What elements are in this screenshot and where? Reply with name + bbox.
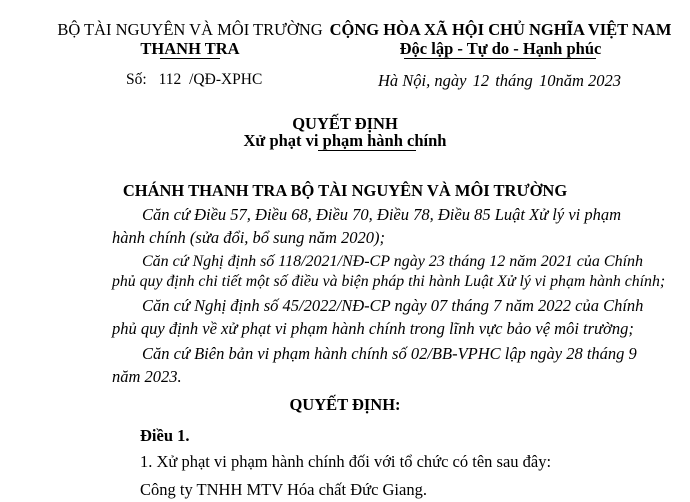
- issuing-authority: CHÁNH THANH TRA BỘ TÀI NGUYÊN VÀ MÔI TRƯỜNG: [122, 181, 568, 200]
- place-date-day: 12: [472, 71, 490, 90]
- basis-4-line-2: năm 2023.: [112, 367, 182, 386]
- ministry-name: BỘ TÀI NGUYÊN VÀ MÔI TRƯỜNG: [57, 20, 323, 39]
- place-date: [378, 71, 621, 91]
- basis-1-line-2: hành chính (sửa đổi, bổ sung năm 2020);: [112, 228, 385, 247]
- place-date-month-label: tháng: [495, 71, 533, 90]
- republic-name: CỘNG HÒA XÃ HỘI CHỦ NGHĨA VIỆT NAM: [329, 20, 672, 39]
- basis-3-line-1: Căn cứ Nghị định số 45/2022/NĐ-CP ngày 07 tháng 7 năm 2022 của Chính: [142, 296, 644, 315]
- basis-3-line-2: phủ quy định về xử phạt vi phạm hành chính trong lĩnh vực bảo vệ môi trường;: [112, 319, 634, 338]
- basis-2-line-2: phủ quy định chi tiết một số điều và biện pháp thi hành Luật Xử lý vi phạm hành chính;: [112, 273, 666, 290]
- company-name: Công ty TNHH MTV Hóa chất Đức Giang.: [140, 480, 427, 499]
- document-number: [126, 71, 262, 89]
- national-motto: Độc lập - Tự do - Hạnh phúc: [399, 39, 602, 58]
- place-date-prefix: Hà Nội, ngày: [378, 71, 467, 90]
- basis-1-line-1: Căn cứ Điều 57, Điều 68, Điều 70, Điều 78, Điều 85 Luật Xử lý vi phạm: [142, 205, 622, 224]
- place-date-month: 10: [538, 71, 556, 90]
- document-title: QUYẾT ĐỊNH: [292, 114, 398, 133]
- department-underline: [160, 58, 220, 59]
- basis-4-line-1: Căn cứ Biên bản vi phạm hành chính số 02/BB-VPHC lập ngày 28 tháng 9: [142, 344, 637, 363]
- article-1-clause-1: 1. Xử phạt vi phạm hành chính đối với tổ chức có tên sau đây:: [140, 452, 552, 471]
- decision-heading: QUYẾT ĐỊNH:: [289, 395, 401, 414]
- doc-number-code: /QĐ-XPHC: [189, 71, 263, 88]
- place-date-year-label: năm: [555, 71, 584, 90]
- place-date-year: 2023: [587, 71, 621, 90]
- motto-underline: [404, 58, 596, 59]
- basis-2-line-1: Căn cứ Nghị định số 118/2021/NĐ-CP ngày 23 tháng 12 năm 2021 của Chính: [142, 253, 644, 270]
- subtitle-underline: [318, 150, 416, 151]
- department-name: THANH TRA: [140, 39, 240, 58]
- article-1-heading: Điều 1.: [140, 426, 190, 445]
- document-subtitle: Xử phạt vi phạm hành chính: [243, 131, 447, 150]
- doc-number-label: Số:: [126, 71, 147, 88]
- doc-number-value: 112: [158, 71, 182, 88]
